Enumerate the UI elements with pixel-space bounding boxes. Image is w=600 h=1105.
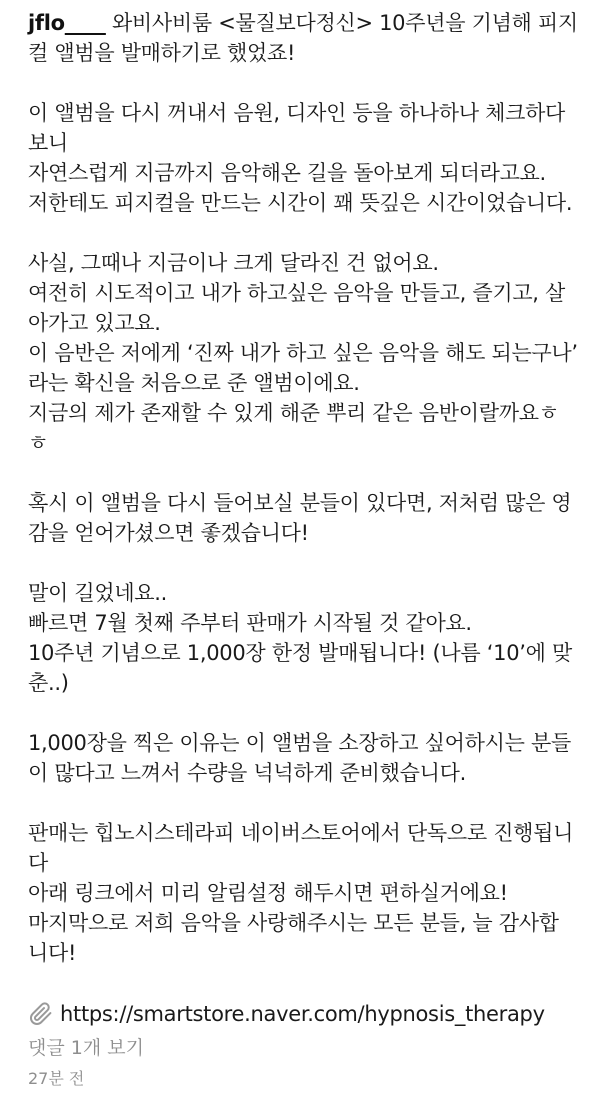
caption-line: 빠르면 7월 첫째 주부터 판매가 시작될 것 같아요. — [28, 611, 472, 635]
caption-line: 감을 얻어가셨으면 좋겠습니다! — [28, 521, 309, 545]
post-timestamp: 27분 전 — [28, 1069, 85, 1088]
caption-line: 춘..) — [28, 671, 69, 695]
caption-line: 라는 확신을 처음으로 준 앨범이에요. — [28, 371, 360, 395]
caption-line: 자연스럽게 지금까지 음악해온 길을 돌아보게 되더라고요. — [28, 161, 546, 185]
caption-line: 말이 길었네요.. — [28, 581, 168, 605]
caption-line: 혹시 이 앨범을 다시 들어보실 분들이 있다면, 저처럼 많은 영 — [28, 491, 572, 515]
caption-line: 니다! — [28, 941, 77, 965]
caption-line: 판매는 힙노시스테라피 네이버스토어에서 단독으로 진행됩니 — [28, 821, 574, 845]
view-comments-button[interactable]: 댓글 1개 보기 — [28, 1037, 144, 1059]
caption-line: 1,000장을 찍은 이유는 이 앨범을 소장하고 싶어하시는 분들 — [28, 731, 571, 755]
caption-blank-line — [28, 548, 590, 578]
caption-blank-line — [28, 68, 590, 98]
caption-line: 10주년 기념으로 1,000장 한정 발매됩니다! (나름 ‘10’에 맞 — [28, 641, 572, 665]
post-caption — [28, 8, 590, 998]
caption-line: 이 음반은 저에게 ‘진짜 내가 하고 싶은 음악을 해도 되는구나’ — [28, 341, 578, 365]
caption-blank-line — [28, 218, 590, 248]
caption-first-line — [28, 8, 590, 38]
caption-line: 마지막으로 저희 음악을 사랑해주시는 모든 분들, 늘 감사합 — [28, 911, 559, 935]
caption-line: 보니 — [28, 131, 68, 155]
caption-line: 다 — [28, 851, 48, 875]
caption-body — [28, 38, 590, 998]
link-row — [28, 998, 590, 1030]
caption-line: 아래 링크에서 미리 알림설정 해두시면 편하실거에요! — [28, 881, 508, 905]
store-link[interactable]: https://smartstore.naver.com/hypnosis_therapy — [60, 1002, 545, 1026]
caption-blank-line — [28, 698, 590, 728]
username[interactable]: jflo____ — [28, 11, 106, 35]
paperclip-icon — [28, 1001, 54, 1027]
caption-line: 여전히 시도적이고 내가 하고싶은 음악을 만들고, 즐기고, 살 — [28, 281, 566, 305]
caption-blank-line — [28, 968, 590, 998]
caption-line: 지금의 제가 존재할 수 있게 해준 뿌리 같은 음반이랄까요ㅎ — [28, 401, 559, 425]
caption-line: 아가고 있고요. — [28, 311, 161, 335]
caption-line: ㅎ — [28, 431, 48, 455]
caption-line: 저한테도 피지컬을 만드는 시간이 꽤 뜻깊은 시간이었습니다. — [28, 191, 573, 215]
caption-line: 와비사비룸 <물질보다정신> 10주년을 기념해 피지 — [105, 11, 578, 35]
caption-line: 사실, 그때나 지금이나 크게 달라진 건 없어요. — [28, 251, 439, 275]
caption-line: 컬 앨범을 발매하기로 했었죠! — [28, 41, 296, 65]
caption-line: 이 앨범을 다시 꺼내서 음원, 디자인 등을 하나하나 체크하다 — [28, 101, 566, 125]
caption-blank-line — [28, 788, 590, 818]
caption-blank-line — [28, 458, 590, 488]
caption-line: 이 많다고 느껴서 수량을 넉넉하게 준비했습니다. — [28, 761, 466, 785]
